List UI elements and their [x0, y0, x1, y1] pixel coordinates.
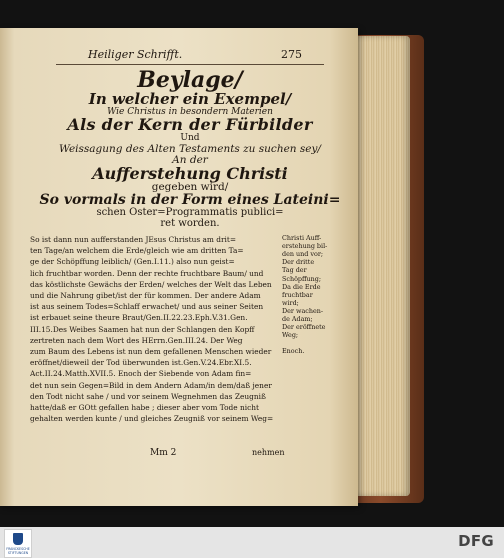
- title-line: An der: [172, 153, 208, 166]
- title-line: Aufferstehung Christi: [92, 163, 288, 183]
- body-line: So ist dann nun aufferstanden JEsus Christus am drit=: [30, 235, 237, 245]
- page-edges: [352, 36, 410, 496]
- margin-note: wird;: [282, 298, 299, 307]
- body-line: lich fruchtbar worden. Denn der rechte fruchtbare Baum/ und: [30, 268, 264, 278]
- logo-caption: FRANCKESCHE STIFTUNGEN: [6, 547, 30, 555]
- body-line: det nun sein Gegen=Bild in dem Andern Adam/in dem/daß jener: [30, 380, 272, 390]
- signature-mark: Mm 2: [150, 448, 177, 458]
- body-line: ten Tage/an welchem die Erde/gleich wie am dritten Ta=: [30, 246, 244, 256]
- body-line: den Todt nicht sahe / und vor seinem Wegnehmen das Zeugniß: [30, 391, 266, 401]
- body-line: ge der Schöpffung leiblich/ (Gen.I.11.) also nun geist=: [30, 257, 235, 267]
- body: [30, 234, 350, 424]
- title-line: Wie Christus in besondern Materien: [107, 106, 273, 117]
- shield-icon: [13, 533, 23, 545]
- margin-note: Da die Erde: [282, 282, 321, 291]
- body-line: III.15.Des Weibes Saamen hat nun der Schlangen den Kopff: [30, 324, 255, 334]
- body-line: hatte/daß er GOtt gefallen habe ; dieser aber vom Tode nicht: [30, 403, 259, 413]
- margin-note: Der dritte: [282, 258, 315, 267]
- title-line: Als der Kern der Fürbilder: [67, 115, 313, 135]
- margin-note: de Adam;: [282, 314, 313, 323]
- body-line: zum Baum des Lebens ist nun dem gefallenen Menschen wieder: [30, 347, 272, 357]
- margin-note: erstehung bil-: [282, 242, 328, 251]
- body-line: ist aus seinem Todes=Schlaff erwachet/ und aus seiner Seiten: [30, 302, 264, 312]
- title-line: In welcher ein Exempel/: [88, 90, 292, 109]
- body-line: zertreten nach dem Wort des HErrn.Gen.III.24. Der Weg: [30, 335, 243, 345]
- page-text: [30, 48, 350, 458]
- margin-note: Der eröffnete: [282, 323, 326, 332]
- head-rule: [56, 64, 324, 65]
- margin-note: Weg;: [282, 331, 299, 340]
- dfg-logo[interactable]: DFG: [458, 532, 494, 550]
- margin-notes: [282, 234, 352, 355]
- catchword: nehmen: [252, 448, 285, 457]
- margin-note: Schöpffung;: [282, 274, 322, 283]
- margin-note: den und vor;: [282, 250, 324, 259]
- title-line: ret worden.: [160, 217, 220, 229]
- running-head: [30, 48, 350, 61]
- body-line: und die Nahrung gibet/ist der für kommen. Der andere Adam: [30, 291, 261, 301]
- body-line: gehalten werden kunte / und gleiches Zeugniß vor seinem Weg=: [30, 414, 274, 424]
- title-line: schen Oster=Programmatis publici=: [96, 207, 284, 219]
- margin-note: Der wachen-: [282, 306, 324, 315]
- title-line: So vormals in der Form eines Lateini=: [39, 192, 341, 209]
- viewer-footer: [0, 527, 504, 558]
- body-line: das köstlichste Gewächs der Erden/ welches der Welt das Leben: [30, 279, 272, 289]
- margin-note: Christi Auff-: [282, 234, 322, 243]
- title-line: Und: [180, 133, 200, 144]
- body-line: ist erbauet seine theure Braut/Gen.II.22.23.Eph.V.31.Gen.: [30, 313, 248, 323]
- margin-note: Tag der: [282, 266, 307, 275]
- page-number: 275: [281, 48, 302, 61]
- book-page: [0, 28, 358, 506]
- margin-note: Enoch.: [282, 347, 305, 356]
- body-line: eröffnet/dieweil der Tod überwunden ist.Gen.V.24.Ebr.XI.5.: [30, 358, 252, 368]
- title-block: [30, 69, 350, 229]
- francke-foundation-logo[interactable]: [4, 529, 32, 558]
- title-line: Beylage/: [137, 67, 243, 93]
- margin-note: fruchtbar: [282, 290, 313, 299]
- body-text: [30, 234, 280, 424]
- title-line: Weissagung des Alten Testaments zu suchen sey/: [59, 142, 321, 155]
- running-head-title: Heiliger Schrifft.: [88, 48, 183, 61]
- body-line: Act.II.24.Matth.XVII.5. Enoch der Siebende von Adam fin=: [30, 369, 252, 379]
- title-line: gegeben wird/: [151, 181, 229, 194]
